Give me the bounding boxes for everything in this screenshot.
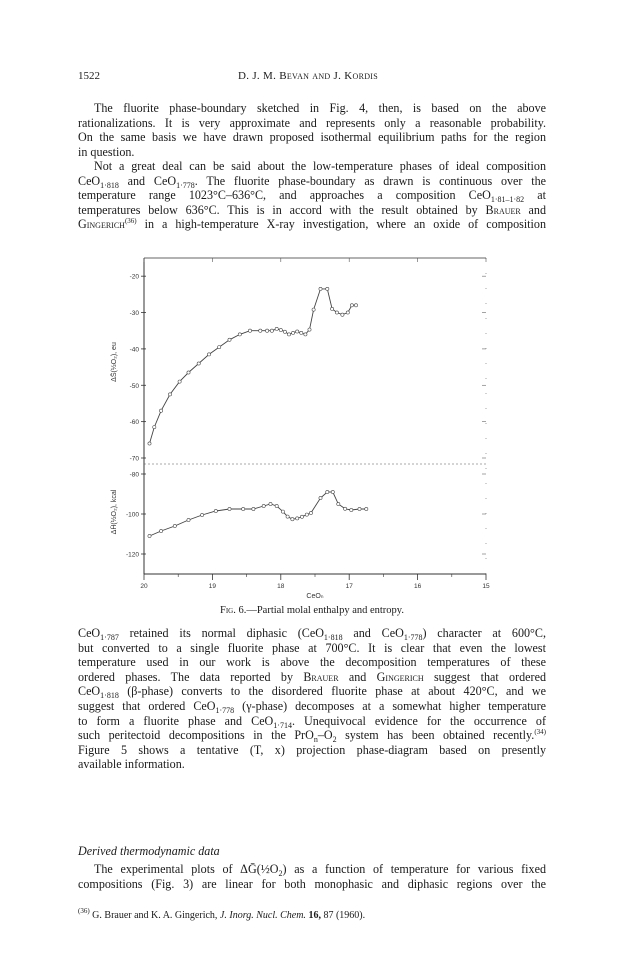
paragraph-3-line-6: suggest that ordered CeO$_{1\cdot 778}$ (γ-phase) decomposes at a somewhat higher temperature: [78, 698, 547, 715]
enthalpy-data-point: [309, 511, 312, 514]
entropy-ticks: [130, 274, 486, 463]
paragraph-2-line-4: temperatures below 636°C. This is in accord with the result obtained by Brauer and: [78, 202, 546, 217]
enthalpy-data-point: [214, 509, 217, 512]
x-tick-label: 18: [277, 583, 285, 590]
paragraph-3-line-1: CeO$_{1\cdot 787}$ retained its normal diphasic (CeO$_{1\cdot 818}$ and CeO$_{1\cdot 778}$) character at 600°C,: [78, 626, 546, 642]
x-tick-label: 16: [413, 583, 422, 590]
entropy-y-tick-label: -50: [129, 382, 139, 390]
entropy-data-point: [346, 311, 349, 314]
entropy-data-point: [350, 304, 353, 307]
enthalpy-data-point: [331, 490, 334, 493]
paragraph-3-line-7: to form a fluorite phase and CeO$_{1\cdot 714}$. Unequivocal evidence for the occurrence of: [78, 713, 546, 730]
enthalpy-data-point: [160, 529, 163, 532]
paragraph-3-line-9: Figure 5 shows a tentative (T, x) projection phase-diagram based on presently: [78, 742, 546, 757]
paragraph-1-line-2: rationalizations. It is very approximate and represents only a reasonable probability.: [78, 115, 546, 130]
paragraph-3-line-4: ordered phases. The data reported by Brauer and Gingerich suggest that ordered: [78, 669, 546, 684]
entropy-data-point: [153, 426, 156, 429]
footnote: $^{(36)}$ G. Brauer and K. A. Gingerich, J. Inorg. Nucl. Chem. 16, 87 (1960).: [78, 907, 366, 921]
page-number: 1522: [78, 70, 100, 82]
enthalpy-y-tick-label: -80: [129, 471, 139, 479]
enthalpy-data-point: [296, 517, 299, 520]
enthalpy-data-point: [300, 515, 303, 518]
entropy-data-point: [308, 328, 311, 331]
enthalpy-data-point: [305, 513, 308, 516]
entropy-data-point: [300, 331, 303, 334]
entropy-data-point: [304, 333, 307, 336]
entropy-data-point: [178, 380, 181, 383]
enthalpy-curve: [150, 492, 367, 536]
enthalpy-data-point: [148, 534, 151, 537]
entropy-data-point: [168, 393, 171, 396]
paragraph-2-line-5: Gingerich$^{(36)}$ in a high-temperature X-ray investigation, where an oxide of composition: [78, 217, 546, 232]
entropy-data-point: [326, 287, 329, 290]
enthalpy-series: [148, 490, 368, 537]
enthalpy-data-point: [187, 518, 190, 521]
entropy-y-tick-label: -70: [129, 455, 139, 463]
entropy-data-point: [283, 330, 286, 333]
paragraph-1-line-3: On the same basis we have drawn proposed isothermal equilibrium paths for the region: [78, 130, 546, 145]
x-tick-label: 17: [345, 583, 353, 590]
enthalpy-data-point: [344, 507, 347, 510]
enthalpy-data-point: [281, 510, 284, 513]
x-axis-label: CeOₙ: [306, 593, 324, 600]
entropy-data-point: [238, 333, 241, 336]
enthalpy-data-point: [201, 513, 204, 516]
paragraph-2: [78, 159, 546, 232]
enthalpy-data-point: [275, 504, 278, 507]
paragraph-2-line-2: CeO$_{1\cdot 818}$ and CeO$_{1\cdot 778}$. The fluorite phase-boundary as drawn is continuous over the: [78, 173, 546, 190]
figure-6: [100, 250, 500, 602]
entropy-data-point: [275, 327, 278, 330]
enthalpy-y-tick-label: -120: [125, 551, 139, 559]
entropy-data-point: [218, 346, 221, 349]
enthalpy-data-point: [365, 507, 368, 510]
x-tick-label: 20: [140, 583, 148, 590]
enthalpy-data-point: [262, 504, 265, 507]
paragraph-3-line-5: CeO$_{1\cdot 818}$ (β-phase) converts to the disordered fluorite phase at about 420°C, and we: [78, 684, 546, 701]
entropy-data-point: [148, 442, 151, 445]
enthalpy-y-tick-label: -100: [125, 511, 139, 519]
paragraph-4-line-2: compositions (Fig. 3) are linear for both monophasic and diphasic regions over the: [78, 876, 546, 891]
entropy-data-point: [319, 287, 322, 290]
paragraph-2-line-3: temperature range 1023°C–636°C, and approaches a composition CeO$_{1\cdot 81-1\cdot 82}$ at: [78, 188, 546, 205]
entropy-data-point: [160, 409, 163, 412]
paragraph-2-line-1: Not a great deal can be said about the low-temperature phases of ideal composition: [94, 159, 546, 173]
enthalpy-axis-label: ΔH̄(½O₂), kcal: [111, 489, 118, 535]
enthalpy-data-point: [319, 496, 322, 499]
entropy-data-point: [197, 362, 200, 365]
section-heading: Derived thermodynamic data: [78, 844, 220, 858]
enthalpy-data-point: [242, 507, 245, 510]
x-ticks: [140, 258, 490, 590]
paragraph-3-line-2: but converted to a single fluorite phase at 700°C. It is clear that even the lowest: [78, 640, 546, 655]
paragraph-3-line-3: temperature used in our work is above the decomposition temperatures of these: [78, 655, 546, 670]
entropy-data-point: [341, 313, 344, 316]
entropy-y-tick-label: -30: [129, 310, 139, 318]
figure-caption: Fig. 6.—Partial molal enthalpy and entropy.: [219, 605, 404, 616]
running-header: D. J. M. Bevan and J. Kordis: [238, 70, 378, 82]
entropy-axis-label: ΔS̄(½O₂), eu: [111, 342, 118, 382]
entropy-series: [148, 287, 358, 445]
paragraph-3: [78, 626, 546, 772]
enthalpy-data-point: [337, 502, 340, 505]
entropy-data-point: [296, 330, 299, 333]
entropy-data-point: [292, 331, 295, 334]
entropy-data-point: [270, 329, 273, 332]
enthalpy-data-point: [173, 524, 176, 527]
entropy-data-point: [312, 308, 315, 311]
paragraph-3-line-8: such peritectoid decompositions in the $PrO_n-O_2$ system has been obtained recently.$^{(34)}$: [78, 728, 546, 745]
entropy-y-tick-label: -40: [129, 346, 139, 354]
entropy-curve: [150, 289, 357, 444]
enthalpy-data-point: [358, 507, 361, 510]
entropy-data-point: [279, 328, 282, 331]
enthalpy-data-point: [326, 490, 329, 493]
paragraph-4: [78, 862, 546, 891]
x-tick-label: 15: [482, 583, 490, 590]
entropy-data-point: [266, 329, 269, 332]
entropy-data-point: [207, 353, 210, 356]
entropy-data-point: [335, 311, 338, 314]
entropy-y-tick-label: -20: [129, 273, 139, 281]
enthalpy-data-point: [269, 502, 272, 505]
enthalpy-data-point: [228, 507, 231, 510]
enthalpy-data-point: [350, 508, 353, 511]
enthalpy-data-point: [252, 507, 255, 510]
entropy-data-point: [187, 371, 190, 374]
entropy-y-tick-label: -60: [129, 419, 139, 427]
entropy-data-point: [354, 304, 357, 307]
entropy-data-point: [248, 329, 251, 332]
paragraph-1-line-1: The fluorite phase-boundary sketched in Fig. 4, then, is based on the above: [94, 101, 546, 115]
paragraph-1-line-4: in question.: [78, 144, 135, 159]
entropy-data-point: [259, 329, 262, 332]
enthalpy-data-point: [291, 518, 294, 521]
paragraph-3-line-10: available information.: [78, 757, 185, 772]
paragraph-1: [78, 101, 546, 159]
x-tick-label: 19: [208, 583, 217, 590]
entropy-data-point: [287, 333, 290, 336]
enthalpy-data-point: [286, 515, 289, 518]
paragraph-4-line-1: The experimental plots of $\Delta Ḡ(\frac{1}{2}O_2)$ as a function of temperature for various fixed: [94, 862, 546, 878]
entropy-data-point: [331, 307, 334, 310]
entropy-data-point: [228, 338, 231, 341]
